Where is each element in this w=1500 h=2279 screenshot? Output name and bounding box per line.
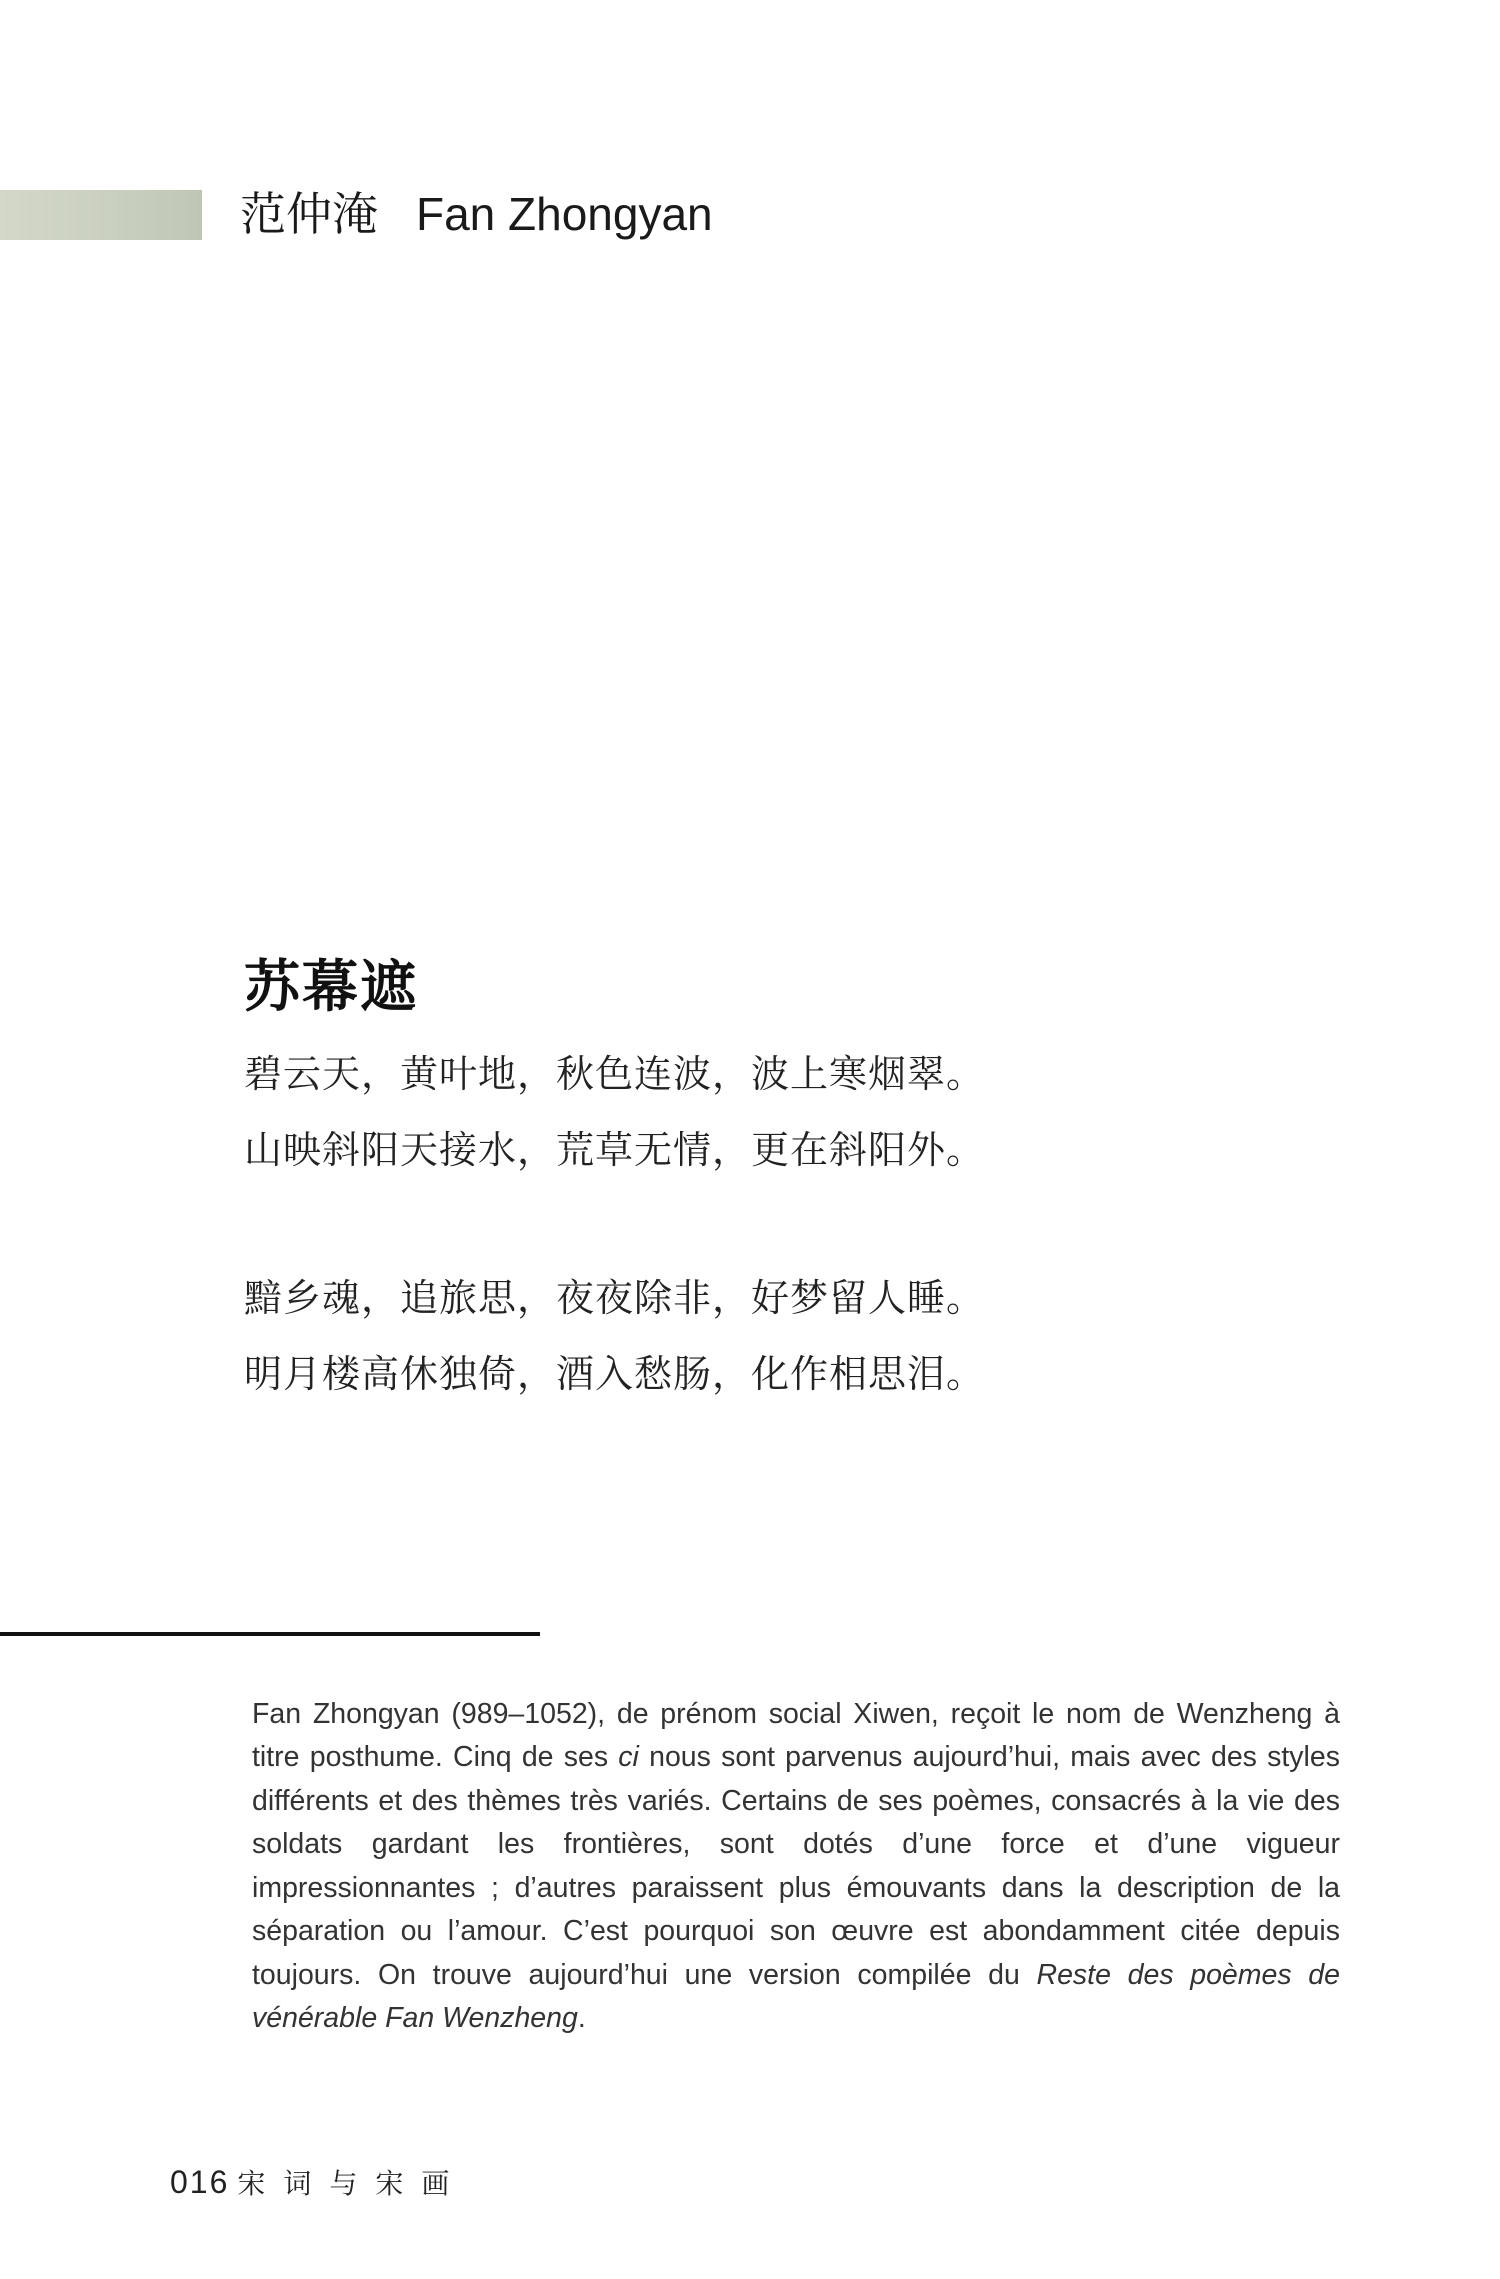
author-heading bbox=[240, 186, 713, 242]
page-number: 016 bbox=[170, 2164, 230, 2200]
section-divider bbox=[0, 1632, 540, 1636]
header-accent-band bbox=[0, 190, 202, 240]
poem-line: 山映斜阳天接水，荒草无情，更在斜阳外。 bbox=[244, 1128, 986, 1172]
running-book-title: 宋词与宋画 bbox=[237, 2167, 468, 2200]
biography-text: Fan Zhongyan (989–1052), de prénom social Xiwen, reçoit le nom de Wenzheng à titre posthume. Cinq de ses bbox=[252, 1697, 1340, 1773]
poem-stanza-2 bbox=[244, 1260, 985, 1412]
biography-term-ci: ci bbox=[618, 1741, 639, 1773]
poem-line: 碧云天，黄叶地，秋色连波，波上寒烟翠。 bbox=[244, 1052, 986, 1096]
biography-work-title: Reste des poèmes de vénérable Fan Wenzheng bbox=[252, 1958, 1340, 2034]
poem-stanza-1 bbox=[244, 1036, 985, 1188]
biography-text: nous sont parvenus aujourd’hui, mais avec des styles différents et des thèmes très variés. Certains de ses poèmes, consacrés à la vie des soldats gardant les frontières, sont dotés d’une force et d’une vigueur impressionnantes ; d’autres paraissent plus émouvants dans la description de la séparation ou l’amour. C’est pourquoi son œuvre est abondamment citée depuis toujours. On trouve aujourd’hui une version compilée du bbox=[252, 1741, 1340, 1991]
page-footer bbox=[170, 2160, 467, 2206]
author-biography bbox=[252, 1693, 1340, 2041]
poem-title: 苏幕遮 bbox=[244, 954, 418, 1020]
poem-line: 黯乡魂，追旅思，夜夜除非，好梦留人睡。 bbox=[244, 1276, 986, 1320]
author-name-latin: Fan Zhongyan bbox=[416, 188, 713, 240]
biography-text: . bbox=[577, 2002, 586, 2034]
author-name-chinese: 范仲淹 bbox=[240, 187, 378, 241]
poem-line: 明月楼高休独倚，酒入愁肠，化作相思泪。 bbox=[244, 1352, 986, 1396]
